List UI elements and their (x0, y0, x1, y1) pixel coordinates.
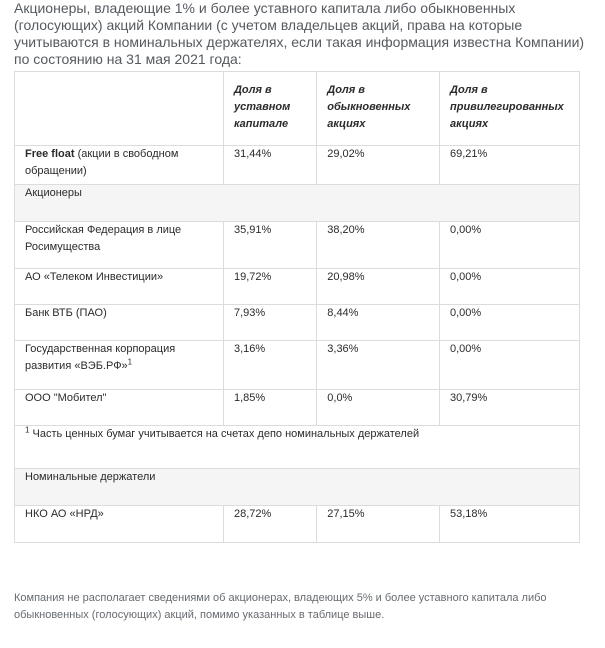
free-float-preferred: 69,21% (440, 146, 580, 185)
footnote-text: Часть ценных бумаг учитывается на счетах депо номинальных держателей (29, 428, 420, 440)
section-title-nominal-holders: Номинальные держатели (15, 469, 580, 506)
shareholder-preferred: 0,00% (440, 305, 580, 341)
table-row (15, 341, 580, 390)
free-float-label (15, 146, 224, 185)
nominal-charter: 28,72% (223, 506, 316, 543)
free-float-charter: 31,44% (223, 146, 316, 185)
header-charter-capital: Доля в уставном капитале (223, 72, 316, 146)
shareholder-name: АО «Телеком Инвестиции» (15, 269, 224, 305)
shareholder-name: Банк ВТБ (ПАО) (15, 305, 224, 341)
shareholder-charter: 3,16% (223, 341, 316, 390)
shareholder-preferred: 0,00% (440, 341, 580, 390)
footnote-mark: 1 (25, 425, 30, 435)
shareholder-ordinary: 38,20% (317, 222, 440, 269)
footnote-ref: 1 (127, 357, 133, 367)
footnote-cell (15, 426, 580, 469)
section-title-shareholders: Акционеры (15, 185, 580, 222)
shareholder-preferred: 0,00% (440, 222, 580, 269)
section-row-nominal-holders (15, 469, 580, 506)
table-row (15, 390, 580, 426)
shareholder-charter: 35,91% (223, 222, 316, 269)
table-row (15, 506, 580, 543)
shareholder-charter: 7,93% (223, 305, 316, 341)
table-row (15, 269, 580, 305)
shareholder-ordinary: 3,36% (317, 341, 440, 390)
footnote-row (15, 426, 580, 469)
footer-note: Компания не располагает сведениями об акционерах, владеющих 5% и более уставного капитала либо обыкновенных (голосующих) акций, помимо указанных в таблице выше. (14, 592, 547, 621)
shareholder-ordinary: 0,0% (317, 390, 440, 426)
nominal-ordinary: 27,15% (317, 506, 440, 543)
table-header-row (15, 72, 580, 146)
free-float-label-bold: Free float (25, 148, 75, 160)
table-row (15, 305, 580, 341)
header-empty (15, 72, 224, 146)
shareholders-table (14, 71, 580, 543)
shareholder-name: ООО "Мобител" (15, 390, 224, 426)
header-preferred-shares: Доля в привилегированных акциях (440, 72, 580, 146)
nominal-name: НКО АО «НРД» (15, 506, 224, 543)
shareholder-ordinary: 20,98% (317, 269, 440, 305)
nominal-preferred: 53,18% (440, 506, 580, 543)
free-float-label-rest: (акции в свободном обращении) (25, 148, 179, 177)
section-row-shareholders (15, 185, 580, 222)
shareholder-ordinary: 8,44% (317, 305, 440, 341)
shareholder-name: Российская Федерация в лице Росимущества (15, 222, 224, 269)
intro-text: Акционеры, владеющие 1% и более уставного капитала либо обыкновенных (голосующих) акций Компании (с учетом владельцев акций, права на которые учитываются в номинальных держателях, если такая информация известна Компании) по состоянию на 31 мая 2021 года: (14, 0, 585, 67)
shareholder-name: Государственная корпорация развития «ВЭБ.РФ» (25, 343, 176, 372)
table-row-free-float (15, 146, 580, 185)
free-float-ordinary: 29,02% (317, 146, 440, 185)
shareholder-name-cell (15, 341, 224, 390)
shareholder-preferred: 0,00% (440, 269, 580, 305)
shareholder-charter: 1,85% (223, 390, 316, 426)
table-row (15, 222, 580, 269)
shareholder-preferred: 30,79% (440, 390, 580, 426)
shareholder-charter: 19,72% (223, 269, 316, 305)
header-ordinary-shares: Доля в обыкновенных акциях (317, 72, 440, 146)
